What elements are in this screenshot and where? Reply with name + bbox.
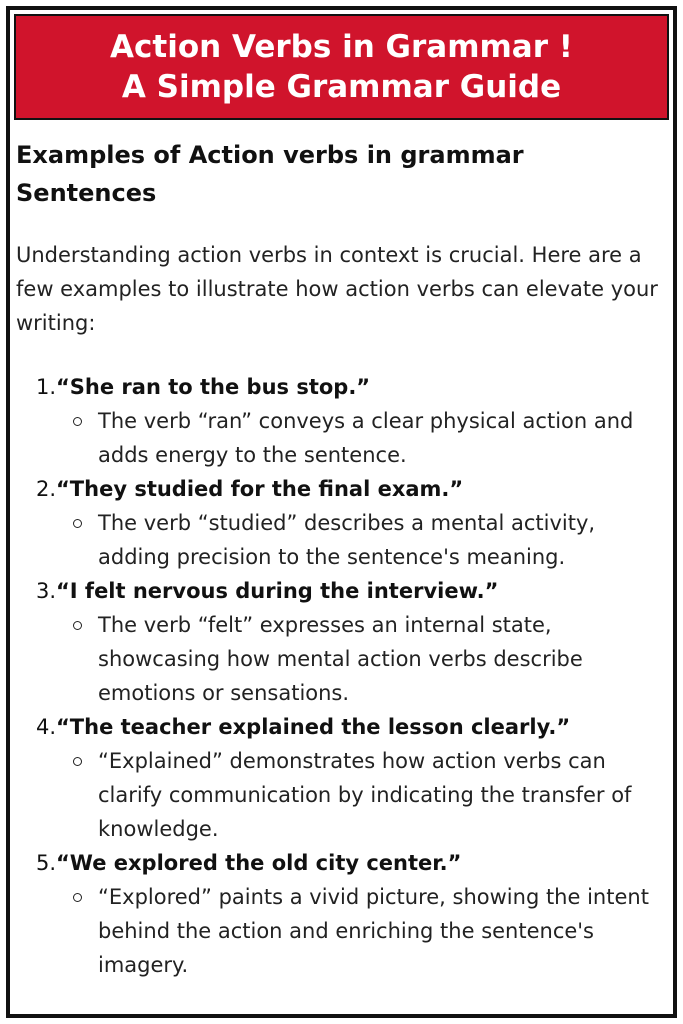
- examples-list: [16, 370, 665, 982]
- example-sentence: “They studied for the final exam.”: [56, 477, 464, 501]
- example-explanation: The verb “studied” describes a mental activity, adding precision to the sentence's meaning.: [98, 511, 596, 569]
- circle-bullet-icon: [66, 404, 98, 472]
- example-sentence-row: [16, 472, 665, 506]
- example-explanation-row: [66, 506, 665, 574]
- example-sentence: “The teacher explained the lesson clearly.”: [56, 715, 571, 739]
- example-explanation: The verb “ran” conveys a clear physical action and adds energy to the sentence.: [98, 409, 634, 467]
- list-item: [16, 370, 665, 472]
- list-number: 2.: [35, 477, 56, 501]
- title-banner: [14, 14, 669, 120]
- list-number: 3.: [35, 579, 56, 603]
- list-item: [16, 710, 665, 846]
- example-explanation-row: [66, 880, 665, 982]
- list-number: 4.: [35, 715, 56, 739]
- circle-bullet-icon: [66, 744, 98, 846]
- circle-bullet-icon: [66, 608, 98, 710]
- page-frame: [6, 6, 677, 1018]
- list-item: [16, 574, 665, 710]
- circle-bullet-icon: [66, 880, 98, 982]
- list-number: 1.: [35, 375, 56, 399]
- example-explanation-row: [66, 744, 665, 846]
- circle-bullet-icon: [66, 506, 98, 574]
- example-sentence-row: [16, 370, 665, 404]
- example-explanation: “Explained” demonstrates how action verbs can clarify communication by indicating the transfer of knowledge.: [98, 749, 632, 841]
- example-explanation: The verb “felt” expresses an internal state, showcasing how mental action verbs describe emotions or sensations.: [98, 613, 583, 705]
- example-explanation-row: [66, 608, 665, 710]
- banner-title-line-2: A Simple Grammar Guide: [121, 69, 562, 105]
- list-item: [16, 846, 665, 982]
- example-sentence: “I felt nervous during the interview.”: [56, 579, 499, 603]
- example-sentence: “We explored the old city center.”: [56, 851, 462, 875]
- example-explanation: “Explored” paints a vivid picture, showing the intent behind the action and enriching the sentence's imagery.: [98, 885, 649, 977]
- section-heading: Examples of Action verbs in grammar Sentences: [16, 141, 524, 207]
- example-explanation-row: [66, 404, 665, 472]
- list-number: 5.: [35, 851, 56, 875]
- article-content: [10, 136, 673, 982]
- example-sentence-row: [16, 574, 665, 608]
- intro-paragraph: Understanding action verbs in context is crucial. Here are a few examples to illustrate how action verbs can elevate your writing:: [16, 243, 658, 335]
- list-item: [16, 472, 665, 574]
- example-sentence: “She ran to the bus stop.”: [56, 375, 371, 399]
- banner-title-line-1: Action Verbs in Grammar !: [110, 29, 573, 65]
- example-sentence-row: [16, 710, 665, 744]
- example-sentence-row: [16, 846, 665, 880]
